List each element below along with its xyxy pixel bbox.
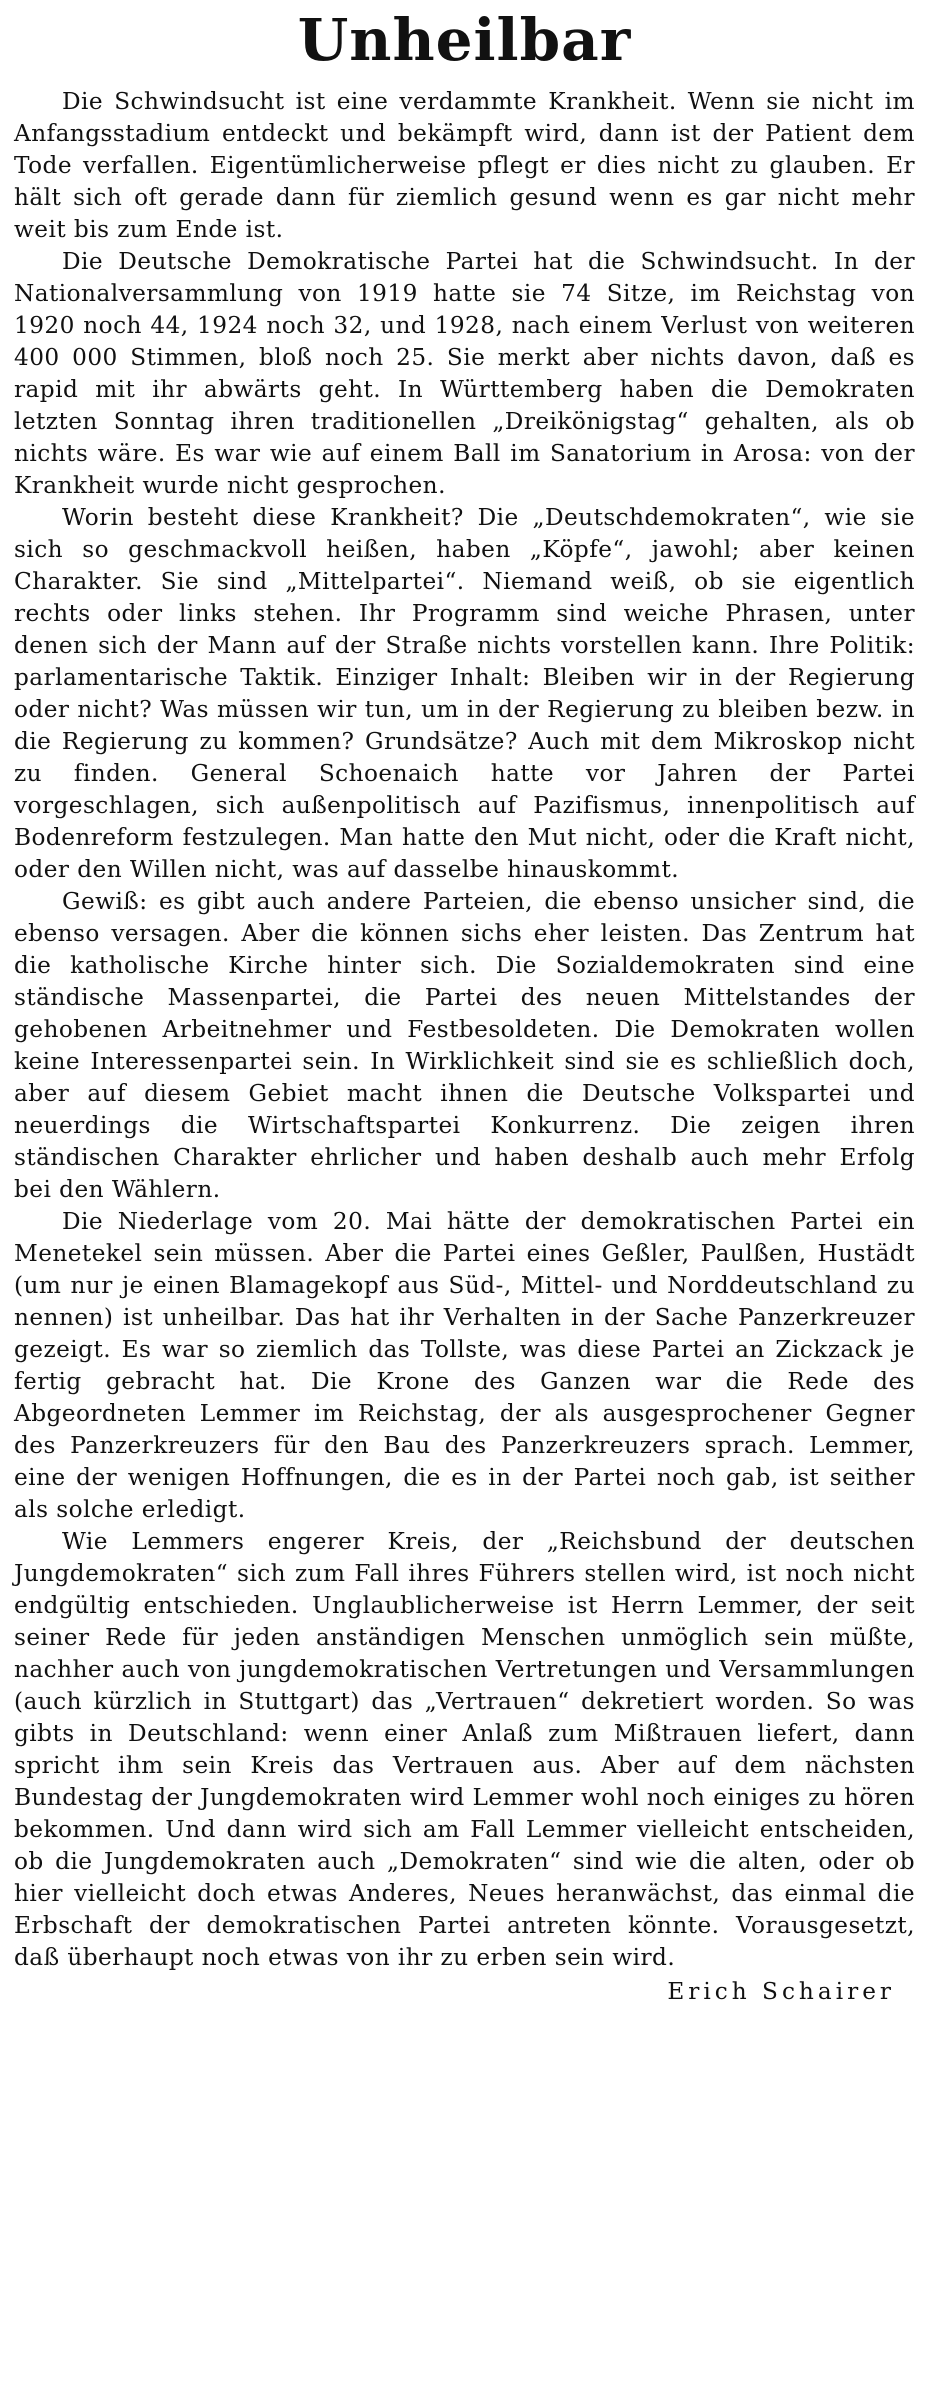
- paragraph: Die Deutsche Demokratische Partei hat die Schwindsucht. In der Nationalversammlung von 1919 hatte sie 74 Sitze, im Reichstag von 1920 noch 44, 1924 noch 32, und 1928, nach einem Verlust von weiteren 400 000 Stimmen, bloß noch 25. Sie merkt aber nichts davon, daß es rapid mit ihr abwärts geht. In Württemberg haben die Demokraten letzten Sonntag ihren traditionellen „Dreikönigstag“ gehalten, als ob nichts wäre. Es war wie auf einem Ball im Sanatorium in Arosa: von der Krankheit wurde nicht gesprochen.: [14, 248, 915, 499]
- author-signature: Erich Schairer: [667, 1978, 895, 2005]
- paragraph: Die Schwindsucht ist eine verdammte Krankheit. Wenn sie nicht im Anfangsstadium entdeckt und bekämpft wird, dann ist der Patient dem Tode verfallen. Eigentümlicherweise pflegt er dies nicht zu glauben. Er hält sich oft gerade dann für ziemlich gesund wenn es gar nicht mehr weit bis zum Ende ist.: [14, 88, 915, 243]
- paragraph: Die Niederlage vom 20. Mai hätte der demokratischen Partei ein Menetekel sein müssen. Aber die Partei eines Geßler, Paulßen, Hustädt (um nur je einen Blamagekopf aus Süd-, Mittel- und Norddeutschland zu nennen) ist unheilbar. Das hat ihr Verhalten in der Sache Panzerkreuzer gezeigt. Es war so ziemlich das Tollste, was diese Partei an Zickzack je fertig gebracht hat. Die Krone des Ganzen war die Rede des Abgeordneten Lemmer im Reichstag, der als ausgesprochener Gegner des Panzerkreuzers für den Bau des Panzerkreuzers sprach. Lemmer, eine der wenigen Hoffnungen, die es in der Partei noch gab, ist seither als solche erledigt.: [14, 1208, 915, 1523]
- article-title: Unheilbar: [297, 6, 632, 74]
- paragraph: Worin besteht diese Krankheit? Die „Deutschdemokraten“, wie sie sich so geschmackvoll heißen, haben „Köpfe“, jawohl; aber keinen Charakter. Sie sind „Mittelpartei“. Niemand weiß, ob sie eigentlich rechts oder links stehen. Ihr Programm sind weiche Phrasen, unter denen sich der Mann auf der Straße nichts vorstellen kann. Ihre Politik: parlamentarische Taktik. Einziger Inhalt: Bleiben wir in der Regierung oder nicht? Was müssen wir tun, um in der Regierung zu bleiben bezw. in die Regierung zu kommen? Grundsätze? Auch mit dem Mikroskop nicht zu finden. General Schoenaich hatte vor Jahren der Partei vorgeschlagen, sich außenpolitisch auf Pazifismus, innenpolitisch auf Bodenreform festzulegen. Man hatte den Mut nicht, oder die Kraft nicht, oder den Willen nicht, was auf dasselbe hinauskommt.: [14, 504, 915, 883]
- article-body: [14, 86, 915, 1974]
- paragraph: Wie Lemmers engerer Kreis, der „Reichsbund der deutschen Jungdemokraten“ sich zum Fall ihres Führers stellen wird, ist noch nicht endgültig entschieden. Unglaublicherweise ist Herrn Lemmer, der seit seiner Rede für jeden anständigen Menschen unmöglich sein müßte, nachher auch von jungdemokratischen Vertretungen und Versammlungen (auch kürzlich in Stuttgart) das „Vertrauen“ dekretiert worden. So was gibts in Deutschland: wenn einer Anlaß zum Mißtrauen liefert, dann spricht ihm sein Kreis das Vertrauen aus. Aber auf dem nächsten Bundestag der Jungdemokraten wird Lemmer wohl noch einiges zu hören bekommen. Und dann wird sich am Fall Lemmer vielleicht entscheiden, ob die Jungdemokraten auch „Demokraten“ sind wie die alten, oder ob hier vielleicht doch etwas Anderes, Neues heranwächst, das einmal die Erbschaft der demokratischen Partei antreten könnte. Vorausgesetzt, daß überhaupt noch etwas von ihr zu erben sein wird.: [14, 1528, 915, 1971]
- paragraph: Gewiß: es gibt auch andere Parteien, die ebenso unsicher sind, die ebenso versagen. Aber die können sichs eher leisten. Das Zentrum hat die katholische Kirche hinter sich. Die Sozialdemokraten sind eine ständische Massenpartei, die Partei des neuen Mittelstandes der gehobenen Arbeitnehmer und Festbesoldeten. Die Demokraten wollen keine Interessenpartei sein. In Wirklichkeit sind sie es schließlich doch, aber auf diesem Gebiet macht ihnen die Deutsche Volkspartei und neuerdings die Wirtschaftspartei Konkurrenz. Die zeigen ihren ständischen Charakter ehrlicher und haben deshalb auch mehr Erfolg bei den Wählern.: [14, 888, 915, 1203]
